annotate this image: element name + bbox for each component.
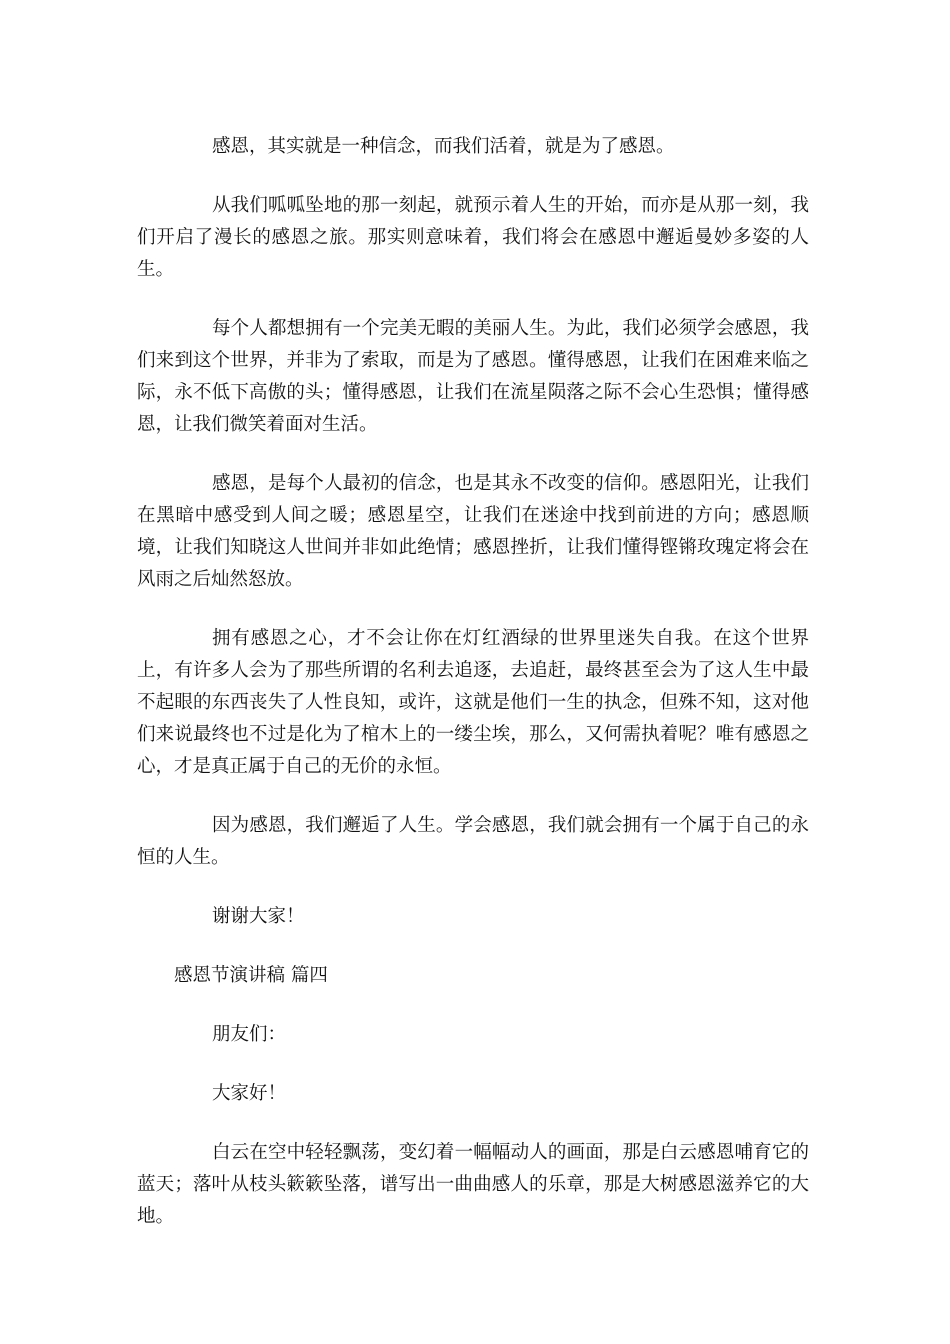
paragraph-3: 每个人都想拥有一个完美无暇的美丽人生。为此，我们必须学会感恩，我们来到这个世界，并非为了索取，而是为了感恩。懂得感恩，让我们在困难来临之际，永不低下高傲的头；懂得感恩，让我们在流星陨落之际不会心生恐惧；懂得感恩，让我们微笑着面对生活。 — [137, 318, 809, 435]
paragraph-1: 感恩，其实就是一种信念，而我们活着，就是为了感恩。 — [212, 136, 675, 157]
paragraph-4: 感恩，是每个人最初的信念，也是其永不改变的信仰。感恩阳光，让我们在黑暗中感受到人间之暖；感恩星空，让我们在迷途中找到前进的方向；感恩顺境，让我们知晓这人世间并非如此绝情；感恩挫折，让我们懂得铿锵玫瑰定将会在风雨之后灿然怒放。 — [137, 473, 809, 590]
closing-thanks: 谢谢大家！ — [212, 906, 305, 927]
document-body — [137, 131, 809, 1260]
paragraph-6: 因为感恩，我们邂逅了人生。学会感恩，我们就会拥有一个属于自己的永恒的人生。 — [137, 815, 809, 868]
paragraph-2: 从我们呱呱坠地的那一刻起，就预示着人生的开始，而亦是从那一刻，我们开启了漫长的感恩之旅。那实则意味着，我们将会在感恩中邂逅曼妙多姿的人生。 — [137, 195, 809, 280]
greeting-hello: 大家好！ — [212, 1083, 287, 1104]
section-heading: 感恩节演讲稿 篇四 — [174, 965, 328, 986]
paragraph-clouds: 白云在空中轻轻飘荡，变幻着一幅幅动人的画面，那是白云感恩哺育它的蓝天；落叶从枝头簌簌坠落，谱写出一曲曲感人的乐章，那是大树感恩滋养它的大地。 — [137, 1142, 809, 1227]
paragraph-5: 拥有感恩之心，才不会让你在灯红酒绿的世界里迷失自我。在这个世界上，有许多人会为了那些所谓的名利去追逐，去追赶，最终甚至会为了这人生中最不起眼的东西丧失了人性良知，或许，这就是他们一生的执念，但殊不知，这对他们来说最终也不过是化为了棺木上的一缕尘埃，那么，又何需执着呢？唯有感恩之心，才是真正属于自己的无价的永恒。 — [137, 628, 809, 777]
greeting-friends: 朋友们： — [212, 1024, 287, 1045]
